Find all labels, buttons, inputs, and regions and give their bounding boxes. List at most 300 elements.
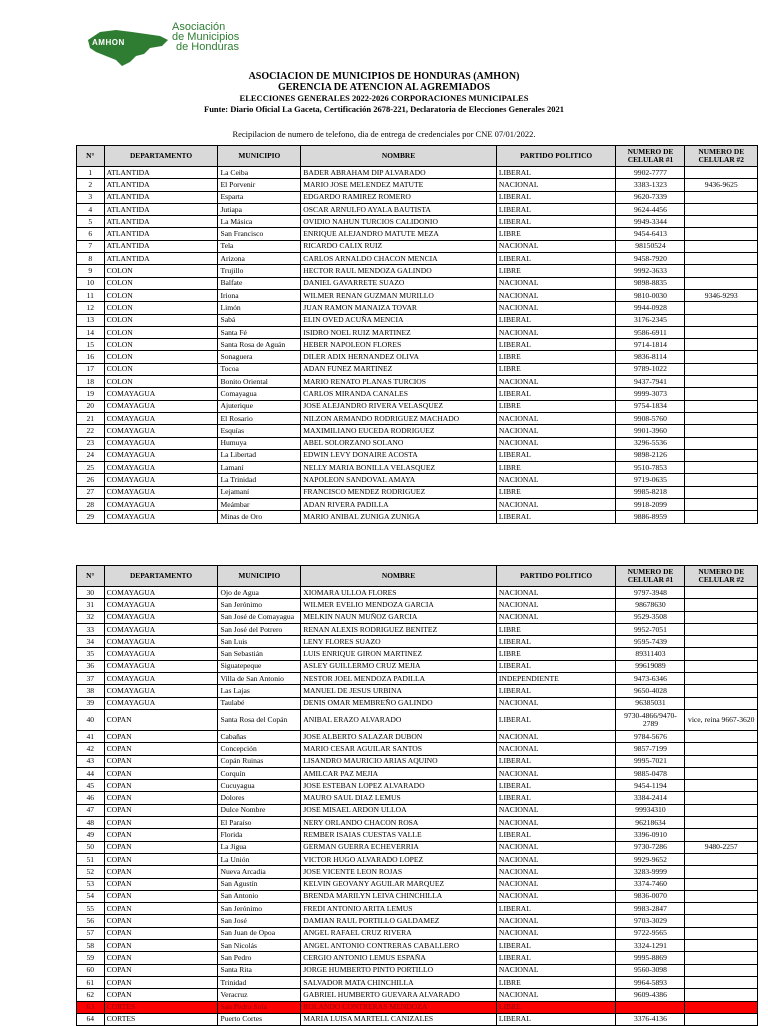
cell-municipality: Copán Ruinas (218, 755, 301, 767)
table-row (77, 363, 758, 375)
cell-phone-2 (685, 351, 758, 363)
cell-party: NACIONAL (496, 841, 616, 853)
cell-municipality: La Libertad (218, 449, 301, 461)
table-row (77, 780, 758, 792)
cell-phone-2 (685, 167, 758, 179)
cell-phone-2 (685, 890, 758, 902)
table-row (77, 511, 758, 523)
cell-phone-1 (616, 1001, 685, 1013)
cell-row-number: 31 (77, 599, 105, 611)
cell-phone-2 (685, 339, 758, 351)
cell-department: COMAYAGUA (104, 685, 218, 697)
table-row (77, 648, 758, 660)
cell-name: HECTOR RAUL MENDOZA GALINDO (301, 265, 497, 277)
cell-party: LIBRE (496, 623, 616, 635)
cell-phone-2 (685, 277, 758, 289)
cell-municipality: Taulabé (218, 697, 301, 709)
column-header-phone-2: NUMERO DE CELULAR #2 (685, 566, 758, 587)
cell-municipality: Las Lajas (218, 685, 301, 697)
column-header-department: DEPARTAMENTO (104, 146, 218, 167)
cell-department: COPAN (104, 940, 218, 952)
cell-phone-1: 9595-7439 (616, 636, 685, 648)
column-header-municipality: MUNICIPIO (218, 146, 301, 167)
cell-row-number: 17 (77, 363, 105, 375)
title-line-1: ASOCIACION DE MUNICIPIOS DE HONDURAS (AMHON) (248, 71, 520, 82)
cell-department: COPAN (104, 989, 218, 1001)
cell-phone-1: 9437-7941 (616, 376, 685, 388)
cell-name: AMILCAR PAZ MEJIA (301, 767, 497, 779)
cell-name: BRENDA MARILYN LEIVA CHINCHILLA (301, 890, 497, 902)
cell-phone-1: 9810-0030 (616, 289, 685, 301)
cell-municipality: La Jigua (218, 841, 301, 853)
cell-row-number: 14 (77, 326, 105, 338)
cell-name: NERY ORLANDO CHACON ROSA (301, 817, 497, 829)
cell-municipality: Balfate (218, 277, 301, 289)
logo-org-name: Asociación de Municipios de Honduras (172, 21, 240, 53)
table-row (77, 697, 758, 709)
cell-department: COMAYAGUA (104, 636, 218, 648)
cell-phone-2 (685, 253, 758, 265)
cell-row-number: 18 (77, 376, 105, 388)
cell-phone-1: 3176-2345 (616, 314, 685, 326)
cell-party: NACIONAL (496, 927, 616, 939)
table-row (77, 989, 758, 1001)
cell-municipality: San José (218, 915, 301, 927)
cell-phone-1: 96218634 (616, 817, 685, 829)
cell-municipality: Tocoa (218, 363, 301, 375)
cell-phone-2 (685, 697, 758, 709)
cell-row-number: 60 (77, 964, 105, 976)
cell-phone-1: 9886-8959 (616, 511, 685, 523)
table-row (77, 587, 758, 599)
table-row (77, 486, 758, 498)
title-line-4: Funte: Diario Oficial La Gaceta, Certificación 2678-221, Declaratoria de Elecciones Generales 2021 (204, 104, 564, 114)
table-row (77, 804, 758, 816)
cell-department: COMAYAGUA (104, 599, 218, 611)
cell-phone-2 (685, 927, 758, 939)
table-row (77, 866, 758, 878)
cell-municipality: Meámbar (218, 499, 301, 511)
cell-name: ENRIQUE ALEJANDRO MATUTE MEZA (301, 228, 497, 240)
table-row (77, 314, 758, 326)
cell-row-number: 28 (77, 499, 105, 511)
cell-department: COLON (104, 302, 218, 314)
cell-municipality: San Juan de Opoa (218, 927, 301, 939)
cell-row-number: 10 (77, 277, 105, 289)
cell-phone-1: 99934310 (616, 804, 685, 816)
table-row (77, 673, 758, 685)
cell-party: LIBERAL (496, 339, 616, 351)
cell-name: LISANDRO MAURICIO ARIAS AQUINO (301, 755, 497, 767)
cell-party: NACIONAL (496, 989, 616, 1001)
cell-row-number: 45 (77, 780, 105, 792)
cell-phone-2 (685, 866, 758, 878)
cell-row-number: 34 (77, 636, 105, 648)
cell-row-number: 47 (77, 804, 105, 816)
cell-name: VICTOR HUGO ALVARADO LOPEZ (301, 853, 497, 865)
cell-phone-2: vice, reina 9667-3620 (685, 709, 758, 730)
cell-party: NACIONAL (496, 289, 616, 301)
cell-party: NACIONAL (496, 890, 616, 902)
cell-party: LIBERAL (496, 952, 616, 964)
cell-name: MAXIMILIANO EUCEDA RODRIGUEZ (301, 425, 497, 437)
cell-party: NACIONAL (496, 964, 616, 976)
cell-phone-1: 9754-1834 (616, 400, 685, 412)
cell-phone-1: 9586-6911 (616, 326, 685, 338)
cell-phone-1: 9929-9652 (616, 853, 685, 865)
table-row (77, 277, 758, 289)
table-row (77, 660, 758, 672)
cell-phone-1: 3283-9999 (616, 866, 685, 878)
cell-phone-2 (685, 240, 758, 252)
cell-phone-2: 9480-2257 (685, 841, 758, 853)
cell-row-number: 13 (77, 314, 105, 326)
cell-municipality: La Trinidad (218, 474, 301, 486)
table-row (77, 253, 758, 265)
cell-department: COPAN (104, 853, 218, 865)
table-row (77, 927, 758, 939)
cell-phone-1: 3324-1291 (616, 940, 685, 952)
cell-department: ATLANTIDA (104, 203, 218, 215)
table-row (77, 240, 758, 252)
cell-name: ELIN OVED ACUÑA MENCIA (301, 314, 497, 326)
table-row (77, 388, 758, 400)
cell-department: COPAN (104, 927, 218, 939)
cell-department: CORTES (104, 1001, 218, 1013)
column-header-phone-1: NUMERO DE CELULAR #1 (616, 566, 685, 587)
column-header-phone-2: NUMERO DE CELULAR #2 (685, 146, 758, 167)
cell-row-number: 27 (77, 486, 105, 498)
cell-name: OVIDIO NAHUN TURCIOS CALIDONIO (301, 216, 497, 228)
cell-municipality: Minas de Oro (218, 511, 301, 523)
table-row (77, 743, 758, 755)
cell-row-number: 21 (77, 412, 105, 424)
cell-department: COPAN (104, 743, 218, 755)
cell-phone-1: 9857-7199 (616, 743, 685, 755)
cell-department: COMAYAGUA (104, 449, 218, 461)
cell-phone-2 (685, 486, 758, 498)
cell-municipality: Santa Rita (218, 964, 301, 976)
cell-party: LIBRE (496, 648, 616, 660)
cell-phone-1: 9992-3633 (616, 265, 685, 277)
cell-department: COLON (104, 265, 218, 277)
cell-phone-1: 9836-8114 (616, 351, 685, 363)
cell-name: REMBER ISAIAS CUESTAS VALLE (301, 829, 497, 841)
table-row (77, 376, 758, 388)
cell-phone-1: 89311403 (616, 648, 685, 660)
cell-municipality: Iriona (218, 289, 301, 301)
cell-row-number: 43 (77, 755, 105, 767)
cell-name: ADAN FUNEZ MARTINEZ (301, 363, 497, 375)
cell-department: ATLANTIDA (104, 167, 218, 179)
cell-phone-2 (685, 780, 758, 792)
cell-municipality: Nueva Arcadia (218, 866, 301, 878)
cell-department: COPAN (104, 709, 218, 730)
cell-department: COMAYAGUA (104, 499, 218, 511)
cell-department: COPAN (104, 841, 218, 853)
cell-row-number: 9 (77, 265, 105, 277)
cell-row-number: 49 (77, 829, 105, 841)
cell-party: LIBRE (496, 400, 616, 412)
cell-name: RENAN ALEXIS RODRIGUEZ BENITEZ (301, 623, 497, 635)
cell-department: COPAN (104, 730, 218, 742)
cell-row-number: 24 (77, 449, 105, 461)
cell-party: LIBERAL (496, 940, 616, 952)
cell-municipality: San Agustín (218, 878, 301, 890)
table-row (77, 339, 758, 351)
cell-municipality: San Luis (218, 636, 301, 648)
cell-department: COMAYAGUA (104, 486, 218, 498)
cell-phone-2 (685, 636, 758, 648)
cell-municipality: Esparta (218, 191, 301, 203)
cell-party: LIBERAL (496, 636, 616, 648)
table-row (77, 915, 758, 927)
table-row (77, 611, 758, 623)
cell-party: NACIONAL (496, 240, 616, 252)
cell-phone-2 (685, 437, 758, 449)
column-header-name: NOMBRE (301, 146, 497, 167)
amhon-logo (86, 22, 246, 72)
cell-row-number: 52 (77, 866, 105, 878)
cell-row-number: 62 (77, 989, 105, 1001)
cell-municipality: Sabá (218, 314, 301, 326)
cell-phone-2 (685, 587, 758, 599)
cell-phone-1: 9510-7853 (616, 462, 685, 474)
cell-phone-1: 9454-6413 (616, 228, 685, 240)
cell-phone-1: 9898-8835 (616, 277, 685, 289)
cell-department: COPAN (104, 804, 218, 816)
cell-department: COMAYAGUA (104, 587, 218, 599)
cell-municipality: Santa Fé (218, 326, 301, 338)
cell-party: NACIONAL (496, 499, 616, 511)
cell-phone-1: 9789-1022 (616, 363, 685, 375)
cell-phone-1: 3383-1323 (616, 179, 685, 191)
cell-name: KELVIN GEOVANY AGUILAR MARQUEZ (301, 878, 497, 890)
cell-department: COMAYAGUA (104, 673, 218, 685)
table-row (77, 425, 758, 437)
cell-phone-1: 9703-3029 (616, 915, 685, 927)
cell-name: MARIO ANIBAL ZUNIGA ZUNIGA (301, 511, 497, 523)
table-row (77, 755, 758, 767)
cell-department: ATLANTIDA (104, 253, 218, 265)
cell-phone-2 (685, 804, 758, 816)
cell-municipality: La Unión (218, 853, 301, 865)
cell-municipality: Esquías (218, 425, 301, 437)
cell-department: COPAN (104, 976, 218, 988)
cell-name: ROLANDO CONTRERAS MENDOZA (301, 1001, 497, 1013)
cell-department: ATLANTIDA (104, 191, 218, 203)
cell-phone-1: 9719-0635 (616, 474, 685, 486)
cell-name: FREDI ANTONIO ARITA LEMUS (301, 903, 497, 915)
table-header-row (77, 146, 758, 167)
cell-phone-1: 9624-4456 (616, 203, 685, 215)
cell-department: COLON (104, 339, 218, 351)
cell-row-number: 36 (77, 660, 105, 672)
cell-row-number: 50 (77, 841, 105, 853)
cell-municipality: Sonaguera (218, 351, 301, 363)
cell-party: LIBERAL (496, 829, 616, 841)
cell-name: GERMAN GUERRA ECHEVERRIA (301, 841, 497, 853)
cell-row-number: 23 (77, 437, 105, 449)
table-row (77, 599, 758, 611)
cell-phone-1: 98678630 (616, 599, 685, 611)
cell-row-number: 64 (77, 1013, 105, 1025)
cell-municipality: Limón (218, 302, 301, 314)
table-body (77, 167, 758, 524)
cell-municipality: Corquín (218, 767, 301, 779)
cell-party: NACIONAL (496, 915, 616, 927)
cell-name: ADAN RIVERA PADILLA (301, 499, 497, 511)
cell-name: MAURO SAUL DIAZ LEMUS (301, 792, 497, 804)
table-row (77, 449, 758, 461)
table-row (77, 437, 758, 449)
cell-department: COPAN (104, 755, 218, 767)
cell-row-number: 41 (77, 730, 105, 742)
cell-phone-1: 9983-2847 (616, 903, 685, 915)
cell-phone-2 (685, 191, 758, 203)
cell-phone-1: 9722-9565 (616, 927, 685, 939)
cell-row-number: 30 (77, 587, 105, 599)
cell-name: JOSE VICENTE LEON ROJAS (301, 866, 497, 878)
cell-department: COPAN (104, 767, 218, 779)
cell-party: NACIONAL (496, 326, 616, 338)
cell-department: COPAN (104, 829, 218, 841)
cell-phone-1: 9609-4386 (616, 989, 685, 1001)
cell-phone-2 (685, 755, 758, 767)
cell-party: LIBERAL (496, 253, 616, 265)
cell-municipality: Trujillo (218, 265, 301, 277)
cell-row-number: 51 (77, 853, 105, 865)
cell-department: COPAN (104, 792, 218, 804)
cell-phone-1: 9985-8218 (616, 486, 685, 498)
cell-name: DENIS OMAR MEMBREÑO GALINDO (301, 697, 497, 709)
cell-phone-2 (685, 499, 758, 511)
cell-phone-1: 3384-2414 (616, 792, 685, 804)
cell-department: ATLANTIDA (104, 240, 218, 252)
table-header-row (77, 566, 758, 587)
table-row (77, 400, 758, 412)
cell-row-number: 8 (77, 253, 105, 265)
table-row (77, 474, 758, 486)
mayors-table-2 (76, 565, 758, 1026)
cell-department: COPAN (104, 878, 218, 890)
cell-row-number: 20 (77, 400, 105, 412)
table-row (77, 890, 758, 902)
cell-row-number: 40 (77, 709, 105, 730)
cell-phone-1: 9898-2126 (616, 449, 685, 461)
cell-party: NACIONAL (496, 437, 616, 449)
cell-row-number: 33 (77, 623, 105, 635)
table-row (77, 216, 758, 228)
cell-phone-1: 3374-7460 (616, 878, 685, 890)
cell-phone-2 (685, 462, 758, 474)
cell-name: CARLOS MIRANDA CANALES (301, 388, 497, 400)
cell-party: LIBRE (496, 351, 616, 363)
cell-phone-1: 9944-0928 (616, 302, 685, 314)
cell-department: COMAYAGUA (104, 462, 218, 474)
cell-party: NACIONAL (496, 425, 616, 437)
cell-phone-2 (685, 302, 758, 314)
cell-row-number: 29 (77, 511, 105, 523)
cell-party: LIBRE (496, 228, 616, 240)
title-line-3: ELECCIONES GENERALES 2022-2026 CORPORACIONES MUNICIPALES (239, 93, 529, 103)
cell-party: NACIONAL (496, 878, 616, 890)
cell-phone-1: 9902-7777 (616, 167, 685, 179)
cell-municipality: Dulce Nombre (218, 804, 301, 816)
table-row (77, 829, 758, 841)
cell-party: NACIONAL (496, 599, 616, 611)
cell-name: NESTOR JOEL MENDOZA PADILLA (301, 673, 497, 685)
cell-phone-2 (685, 376, 758, 388)
cell-name: NELLY MARIA BONILLA VELASQUEZ (301, 462, 497, 474)
cell-phone-2 (685, 660, 758, 672)
cell-phone-1: 3376-4136 (616, 1013, 685, 1025)
cell-phone-1: 9964-5893 (616, 976, 685, 988)
cell-phone-2 (685, 388, 758, 400)
table-row (77, 853, 758, 865)
cell-phone-2 (685, 228, 758, 240)
cell-municipality: Ajuterique (218, 400, 301, 412)
cell-municipality: Florida (218, 829, 301, 841)
cell-row-number: 59 (77, 952, 105, 964)
mayors-table-1 (76, 145, 758, 524)
cell-name: MARIO CESAR AGUILAR SANTOS (301, 743, 497, 755)
cell-municipality: Cucuyagua (218, 780, 301, 792)
cell-party: LIBERAL (496, 216, 616, 228)
column-header-party: PARTIDO POLITICO (496, 146, 616, 167)
cell-name: EDWIN LEVY DONAIRE ACOSTA (301, 449, 497, 461)
cell-name: MANUEL DE JESUS URBINA (301, 685, 497, 697)
cell-party: NACIONAL (496, 697, 616, 709)
cell-phone-2 (685, 314, 758, 326)
cell-phone-2 (685, 474, 758, 486)
cell-phone-1: 9473-6346 (616, 673, 685, 685)
cell-department: COLON (104, 326, 218, 338)
cell-party: NACIONAL (496, 277, 616, 289)
cell-phone-2 (685, 829, 758, 841)
table-row (77, 817, 758, 829)
cell-name: ABEL SOLORZANO SOLANO (301, 437, 497, 449)
cell-department: COMAYAGUA (104, 697, 218, 709)
cell-name: JOSE ESTEBAN LOPEZ ALVARADO (301, 780, 497, 792)
cell-phone-1: 9730-7286 (616, 841, 685, 853)
cell-row-number: 56 (77, 915, 105, 927)
cell-row-number: 5 (77, 216, 105, 228)
cell-department: COMAYAGUA (104, 511, 218, 523)
table-row (77, 767, 758, 779)
cell-department: COMAYAGUA (104, 400, 218, 412)
document-header (0, 71, 768, 115)
cell-department: COLON (104, 351, 218, 363)
cell-phone-1: 9995-8869 (616, 952, 685, 964)
cell-department: CORTES (104, 1013, 218, 1025)
cell-name: LENY FLORES SUAZO (301, 636, 497, 648)
cell-party: LIBERAL (496, 191, 616, 203)
cell-party: LIBERAL (496, 780, 616, 792)
table-row (77, 964, 758, 976)
cell-phone-1: 9901-3960 (616, 425, 685, 437)
cell-name: GABRIEL HUMBERTO GUEVARA ALVARADO (301, 989, 497, 1001)
cell-row-number: 15 (77, 339, 105, 351)
cell-department: COPAN (104, 817, 218, 829)
cell-name: DANIEL GAVARRETE SUAZO (301, 277, 497, 289)
cell-phone-2 (685, 685, 758, 697)
cell-phone-2 (685, 792, 758, 804)
table-row (77, 179, 758, 191)
cell-row-number: 53 (77, 878, 105, 890)
cell-party: NACIONAL (496, 817, 616, 829)
cell-phone-1: 3396-0910 (616, 829, 685, 841)
